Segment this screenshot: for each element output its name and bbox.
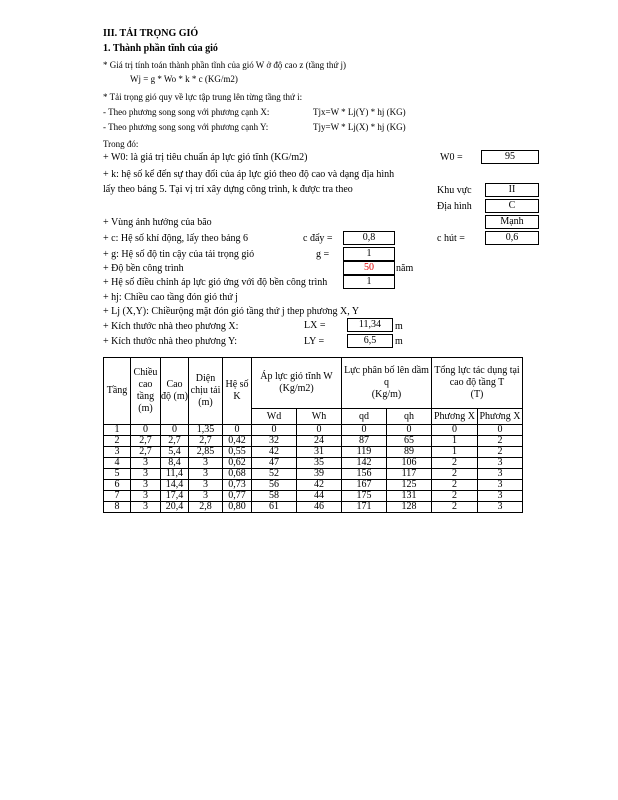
cell-wd: 52 bbox=[252, 469, 297, 480]
cell-dien-chiu-tai: 3 bbox=[189, 469, 223, 480]
cell-dien-chiu-tai: 3 bbox=[189, 458, 223, 469]
header-wh: Wh bbox=[297, 409, 342, 425]
cell-cao-do: 8,4 bbox=[161, 458, 189, 469]
trong-do-label: Trong đó: bbox=[103, 139, 139, 149]
w0-value[interactable]: 95 bbox=[481, 150, 539, 164]
do-ben-value[interactable]: 50 bbox=[343, 261, 395, 275]
cell-dien-chiu-tai: 2,7 bbox=[189, 436, 223, 447]
cell-qd: 171 bbox=[342, 502, 387, 513]
cell-he-so-k: 0,62 bbox=[223, 458, 252, 469]
cell-phuong-x-1: 2 bbox=[432, 502, 478, 513]
header-tang: Tầng bbox=[104, 358, 131, 425]
cell-wh: 31 bbox=[297, 447, 342, 458]
cell-chieu-cao: 3 bbox=[131, 458, 161, 469]
cell-phuong-x-1: 2 bbox=[432, 491, 478, 502]
cell-qd: 119 bbox=[342, 447, 387, 458]
khu-vuc-label: Khu vực bbox=[437, 185, 472, 196]
table-row bbox=[104, 491, 523, 502]
intro-line: * Giá trị tính toán thành phần tĩnh của gió W ở độ cao z (tầng thứ j) bbox=[103, 60, 346, 70]
cell-phuong-x-1: 2 bbox=[432, 480, 478, 491]
header-chieu-cao: Chiều cao tầng (m) bbox=[131, 358, 161, 425]
cell-cao-do: 14,4 bbox=[161, 480, 189, 491]
dia-hinh-label: Địa hình bbox=[437, 201, 472, 212]
cell-qh: 117 bbox=[387, 469, 432, 480]
cell-he-so-k: 0 bbox=[223, 425, 252, 436]
cell-phuong-x-1: 0 bbox=[432, 425, 478, 436]
cell-phuong-x-2: 3 bbox=[478, 491, 523, 502]
cell-wh: 0 bbox=[297, 425, 342, 436]
formula-x: Tjx=W * Lj(Y) * hj (KG) bbox=[313, 107, 406, 117]
cell-phuong-x-2: 2 bbox=[478, 436, 523, 447]
header-luc-phan-bo-unit: (Kg/m) bbox=[371, 389, 402, 400]
g-value[interactable]: 1 bbox=[343, 247, 395, 261]
cell-dien-chiu-tai: 2,8 bbox=[189, 502, 223, 513]
cell-tang: 8 bbox=[104, 502, 131, 513]
subsection-heading: 1. Thành phần tĩnh của gió bbox=[103, 43, 218, 54]
header-cao-do: Cao độ (m) bbox=[161, 358, 189, 425]
header-phuong-x-1: Phương X bbox=[432, 409, 478, 425]
cell-chieu-cao: 3 bbox=[131, 480, 161, 491]
load-line: * Tải trọng gió quy về lực tập trung lên từng tầng thứ i: bbox=[103, 92, 303, 102]
dia-hinh-value[interactable]: C bbox=[485, 199, 539, 213]
cell-chieu-cao: 2,7 bbox=[131, 436, 161, 447]
cell-qd: 175 bbox=[342, 491, 387, 502]
cell-cao-do: 11,4 bbox=[161, 469, 189, 480]
w0-label: W0 = bbox=[440, 152, 463, 163]
header-wd: Wd bbox=[252, 409, 297, 425]
cell-chieu-cao: 3 bbox=[131, 502, 161, 513]
cell-phuong-x-1: 1 bbox=[432, 447, 478, 458]
cell-wh: 44 bbox=[297, 491, 342, 502]
cell-dien-chiu-tai: 3 bbox=[189, 480, 223, 491]
cell-dien-chiu-tai: 1,35 bbox=[189, 425, 223, 436]
cell-tang: 2 bbox=[104, 436, 131, 447]
header-ap-luc-title: Áp lực gió tĩnh W bbox=[260, 371, 333, 382]
cell-cao-do: 2,7 bbox=[161, 436, 189, 447]
cell-qh: 128 bbox=[387, 502, 432, 513]
cell-tang: 5 bbox=[104, 469, 131, 480]
k-description-1: + k: hệ số kể đến sự thay đổi của áp lực gió theo độ cao và dạng địa hình bbox=[103, 169, 395, 180]
cell-tang: 3 bbox=[104, 447, 131, 458]
cell-chieu-cao: 0 bbox=[131, 425, 161, 436]
table-row bbox=[104, 480, 523, 491]
cell-wd: 0 bbox=[252, 425, 297, 436]
cell-wd: 56 bbox=[252, 480, 297, 491]
cell-phuong-x-2: 2 bbox=[478, 447, 523, 458]
cell-qh: 125 bbox=[387, 480, 432, 491]
c-description: + c: Hệ số khí động, lấy theo bảng 6 bbox=[103, 233, 249, 244]
c-day-value[interactable]: 0,8 bbox=[343, 231, 395, 245]
cell-qd: 0 bbox=[342, 425, 387, 436]
cell-qh: 89 bbox=[387, 447, 432, 458]
c-day-label: c đẩy = bbox=[303, 233, 333, 244]
cell-tang: 1 bbox=[104, 425, 131, 436]
do-ben-unit: năm bbox=[396, 263, 414, 274]
cell-cao-do: 17,4 bbox=[161, 491, 189, 502]
cell-phuong-x-2: 0 bbox=[478, 425, 523, 436]
vung-bao-description: + Vùng ảnh hưởng của bão bbox=[103, 217, 212, 228]
header-tong-luc-unit: (T) bbox=[470, 389, 484, 400]
cell-he-so-k: 0,42 bbox=[223, 436, 252, 447]
vung-bao-value[interactable]: Mạnh bbox=[485, 215, 539, 229]
header-phuong-x-2: Phương X bbox=[478, 409, 523, 425]
cell-cao-do: 0 bbox=[161, 425, 189, 436]
cell-wh: 35 bbox=[297, 458, 342, 469]
cell-he-so-k: 0,68 bbox=[223, 469, 252, 480]
table-row bbox=[104, 458, 523, 469]
do-ben-description: + Độ bền công trình bbox=[103, 263, 184, 274]
header-qh: qh bbox=[387, 409, 432, 425]
hj-description: + hj: Chiều cao tầng đón gió thứ j bbox=[103, 292, 238, 303]
table-row bbox=[104, 469, 523, 480]
header-luc-phan-bo bbox=[342, 358, 432, 409]
c-hut-value[interactable]: 0,6 bbox=[485, 231, 539, 245]
cell-wh: 39 bbox=[297, 469, 342, 480]
cell-qd: 156 bbox=[342, 469, 387, 480]
header-tong-luc bbox=[432, 358, 523, 409]
cell-chieu-cao: 3 bbox=[131, 491, 161, 502]
table-row bbox=[104, 436, 523, 447]
cell-he-so-k: 0,77 bbox=[223, 491, 252, 502]
cell-phuong-x-1: 2 bbox=[432, 458, 478, 469]
cell-chieu-cao: 2,7 bbox=[131, 447, 161, 458]
cell-qd: 167 bbox=[342, 480, 387, 491]
cell-he-so-k: 0,55 bbox=[223, 447, 252, 458]
direction-y-line: - Theo phương song song với phương cạnh Y: bbox=[103, 122, 269, 132]
cell-chieu-cao: 3 bbox=[131, 469, 161, 480]
ly-value[interactable]: 6,5 bbox=[347, 334, 393, 348]
header-luc-phan-bo-title: Lực phân bố lên dầm q bbox=[344, 365, 429, 388]
cell-qd: 142 bbox=[342, 458, 387, 469]
cell-phuong-x-1: 2 bbox=[432, 469, 478, 480]
ly-unit: m bbox=[395, 336, 403, 347]
ly-label: LY = bbox=[304, 336, 325, 347]
formula-w: Wj = g * Wo * k * c (KG/m2) bbox=[130, 74, 238, 84]
cell-tang: 4 bbox=[104, 458, 131, 469]
khu-vuc-value[interactable]: II bbox=[485, 183, 539, 197]
header-ap-luc-unit: (Kg/m2) bbox=[279, 383, 314, 394]
g-description: + g: Hệ số độ tin cậy của tải trọng gió bbox=[103, 249, 255, 260]
cell-phuong-x-1: 1 bbox=[432, 436, 478, 447]
cell-tang: 6 bbox=[104, 480, 131, 491]
cell-cao-do: 5,4 bbox=[161, 447, 189, 458]
header-tong-luc-title: Tổng lực tác dụng tại cao độ tầng T bbox=[434, 365, 520, 388]
cell-cao-do: 20,4 bbox=[161, 502, 189, 513]
direction-x-line: - Theo phương song song với phương cạnh X: bbox=[103, 107, 270, 117]
cell-phuong-x-2: 3 bbox=[478, 502, 523, 513]
ly-description: + Kích thước nhà theo phương Y: bbox=[103, 336, 238, 347]
cell-he-so-k: 0,80 bbox=[223, 502, 252, 513]
cell-dien-chiu-tai: 3 bbox=[189, 491, 223, 502]
g-label: g = bbox=[316, 249, 330, 260]
cell-qh: 65 bbox=[387, 436, 432, 447]
table-row bbox=[104, 502, 523, 513]
table-row bbox=[104, 447, 523, 458]
cell-qh: 131 bbox=[387, 491, 432, 502]
cell-wd: 42 bbox=[252, 447, 297, 458]
he-so-description: + Hệ số điều chỉnh áp lực gió ứng với độ bền công trình bbox=[103, 277, 328, 288]
cell-wh: 42 bbox=[297, 480, 342, 491]
wind-load-table bbox=[103, 357, 523, 513]
c-hut-label: c hút = bbox=[437, 233, 465, 244]
cell-qh: 0 bbox=[387, 425, 432, 436]
section-heading: III. TẢI TRỌNG GIÓ bbox=[103, 28, 199, 39]
lj-description: + Lj (X,Y): Chiềurộng mặt đón gió tầng thứ j thep phương X, Y bbox=[103, 306, 360, 317]
lx-label: LX = bbox=[304, 320, 326, 331]
table-row bbox=[104, 425, 523, 436]
cell-qh: 106 bbox=[387, 458, 432, 469]
cell-he-so-k: 0,73 bbox=[223, 480, 252, 491]
cell-dien-chiu-tai: 2,85 bbox=[189, 447, 223, 458]
cell-wd: 47 bbox=[252, 458, 297, 469]
header-ap-luc bbox=[252, 358, 342, 409]
cell-wh: 46 bbox=[297, 502, 342, 513]
k-description-2: lấy theo bảng 5. Tại vị trí xây dựng công trình, k được tra theo bbox=[103, 184, 353, 195]
cell-wh: 24 bbox=[297, 436, 342, 447]
cell-tang: 7 bbox=[104, 491, 131, 502]
cell-wd: 58 bbox=[252, 491, 297, 502]
formula-y: Tjy=W * Lj(X) * hj (KG) bbox=[313, 122, 406, 132]
he-so-value[interactable]: 1 bbox=[343, 275, 395, 289]
cell-phuong-x-2: 3 bbox=[478, 480, 523, 491]
w0-description: + W0: là giá trị tiêu chuẩn áp lực gió tĩnh (KG/m2) bbox=[103, 152, 308, 163]
cell-phuong-x-2: 3 bbox=[478, 458, 523, 469]
header-he-so-k: Hệ số K bbox=[223, 358, 252, 425]
header-dien-chiu-tai: Diện chịu tải (m) bbox=[189, 358, 223, 425]
header-qd: qd bbox=[342, 409, 387, 425]
cell-phuong-x-2: 3 bbox=[478, 469, 523, 480]
lx-description: + Kích thước nhà theo phương X: bbox=[103, 321, 239, 332]
cell-wd: 32 bbox=[252, 436, 297, 447]
lx-unit: m bbox=[395, 321, 403, 332]
lx-value[interactable]: 11,34 bbox=[347, 318, 393, 332]
cell-qd: 87 bbox=[342, 436, 387, 447]
cell-wd: 61 bbox=[252, 502, 297, 513]
